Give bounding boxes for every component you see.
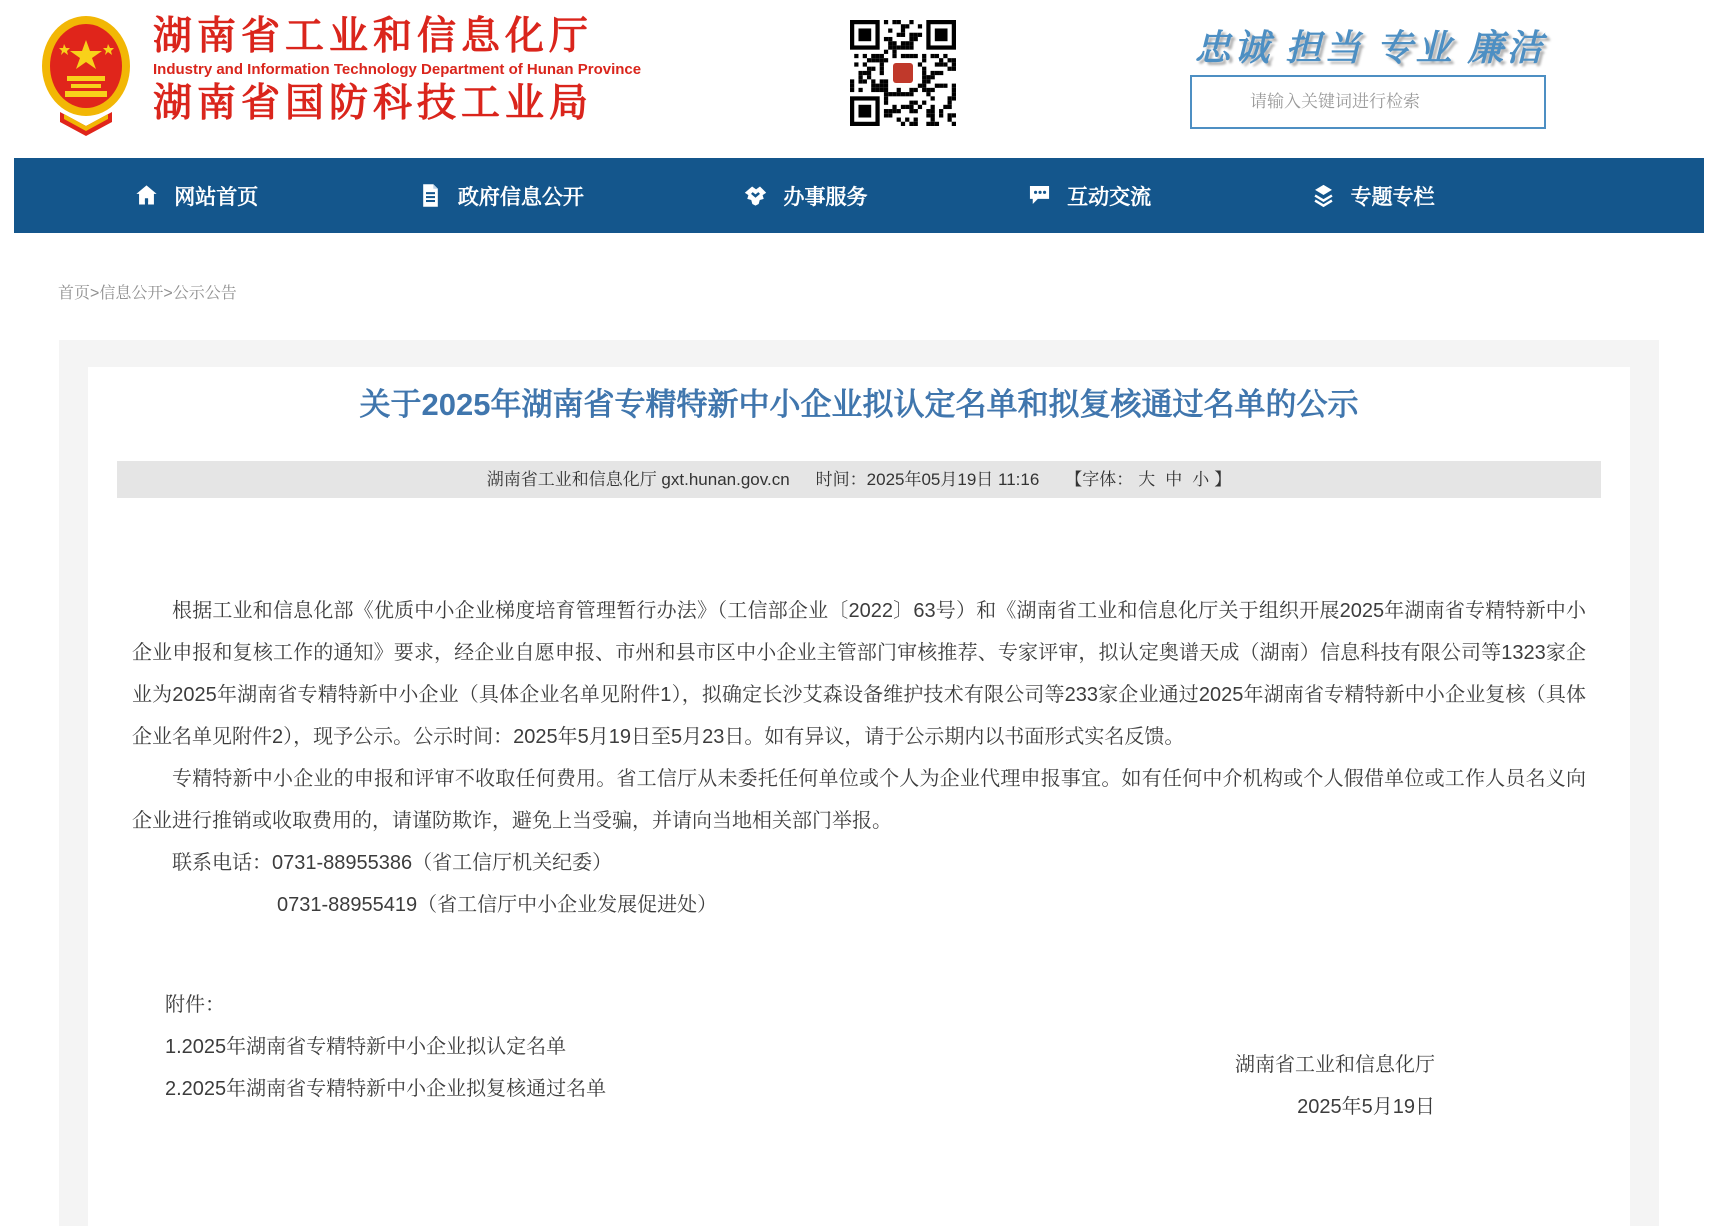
font-size-label: 【字体： xyxy=(1065,470,1134,489)
font-size-label-close: 】 xyxy=(1214,470,1232,489)
article-source: 湖南省工业和信息化厅 gxt.hunan.gov.cn xyxy=(486,470,790,489)
nav-item-label: 专题专栏 xyxy=(1350,185,1435,209)
font-size-small-button[interactable]: 小 xyxy=(1192,470,1210,489)
nav-item-label: 政府信息公开 xyxy=(457,185,584,209)
nav-item-special-topics[interactable] xyxy=(1310,181,1435,211)
nav-item-interaction[interactable] xyxy=(1026,181,1151,211)
signature-block xyxy=(1235,1044,1435,1128)
breadcrumb xyxy=(58,280,237,303)
paragraph: 根据工业和信息化部《优质中小企业梯度培育管理暂行办法》（工信部企业〔2022〕63号）和《湖南省工业和信息化厅关于组织开展2025年湖南省专精特新中小企业申报和复核工作的通知》要求，经企业自愿申报、市州和县市区中小企业主管部门审核推荐、专家评审，拟认定奥谱天成（湖南）信息科技有限公司等1323家企业为2025年湖南省专精特新中小企业（具体企业名单见附件1），拟确定长沙艾森设备维护技术有限公司等233家企业通过2025年湖南省专精特新中小企业复核（具体企业名单见附件2），现予公示。公示时间：2025年5月19日至5月23日。如有异议，请于公示期内以书面形式实名反馈。 xyxy=(132,600,1586,748)
org-name-en: Industry and Information Technology Department of Hunan Province xyxy=(153,61,642,78)
handshake-icon xyxy=(742,182,769,209)
font-size-large-button[interactable]: 大 xyxy=(1138,470,1156,489)
layers-icon xyxy=(1310,182,1337,209)
breadcrumb-home[interactable]: 首页 xyxy=(58,285,91,302)
qr-code xyxy=(850,17,956,129)
attachment-link-1[interactable]: 1.2025年湖南省专精特新中小企业拟认定名单 xyxy=(165,1036,567,1058)
breadcrumb-current: 公示公告 xyxy=(172,285,237,302)
article-time-label: 时间： xyxy=(815,470,867,489)
article-body xyxy=(132,590,1586,1110)
org-name-cn: 湖南省工业和信息化厅 xyxy=(153,15,594,58)
signature-date: 2025年5月19日 xyxy=(1297,1096,1435,1118)
nav-item-services[interactable] xyxy=(742,181,867,211)
attachment-link-2[interactable]: 2.2025年湖南省专精特新中小企业拟复核通过名单 xyxy=(165,1078,607,1100)
article-title: 关于2025年湖南省专精特新中小企业拟认定名单和拟复核通过名单的公示 xyxy=(359,387,1359,422)
contact-line: 0731-88955419（省工信厅中小企业发展促进处） xyxy=(277,894,718,916)
nav-item-home[interactable] xyxy=(133,181,258,211)
search-input[interactable] xyxy=(1192,77,1544,127)
org-title-block xyxy=(153,16,641,125)
main-nav xyxy=(14,158,1704,233)
home-icon xyxy=(133,182,160,209)
content-card xyxy=(59,340,1659,1226)
document-icon xyxy=(417,182,444,209)
attachments-label: 附件： xyxy=(165,994,225,1016)
org-name-cn2: 湖南省国防科技工业局 xyxy=(153,82,594,125)
search-box xyxy=(1190,75,1546,129)
nav-item-label: 互动交流 xyxy=(1067,185,1152,209)
nav-item-gov-info[interactable] xyxy=(417,181,584,211)
breadcrumb-info-disclosure[interactable]: 信息公开 xyxy=(99,285,164,302)
national-emblem-icon xyxy=(40,14,132,136)
article-panel xyxy=(88,367,1630,1226)
qr-center-logo xyxy=(893,63,913,83)
contact-line: 联系电话：0731-88955386（省工信厅机关纪委） xyxy=(172,852,613,874)
nav-item-label: 办事服务 xyxy=(783,185,868,209)
breadcrumb-separator: > xyxy=(163,285,173,302)
chat-icon xyxy=(1026,182,1053,209)
font-size-medium-button[interactable]: 中 xyxy=(1165,470,1183,489)
article-meta-bar xyxy=(117,461,1601,498)
breadcrumb-separator: > xyxy=(90,285,100,302)
paragraph: 专精特新中小企业的申报和评审不收取任何费用。省工信厅从未委托任何单位或个人为企业代理申报事宜。如有任何中介机构或个人假借单位或工作人员名义向企业进行推销或收取费用的，请谨防欺诈，避免上当受骗，并请向当地相关部门举报。 xyxy=(132,768,1586,832)
article-time: 2025年05月19日 11:16 xyxy=(866,470,1040,489)
nav-item-label: 网站首页 xyxy=(174,185,259,209)
slogan-banner: 忠诚 担当 专业 廉洁 xyxy=(1194,27,1546,68)
signature-org: 湖南省工业和信息化厅 xyxy=(1235,1054,1435,1076)
